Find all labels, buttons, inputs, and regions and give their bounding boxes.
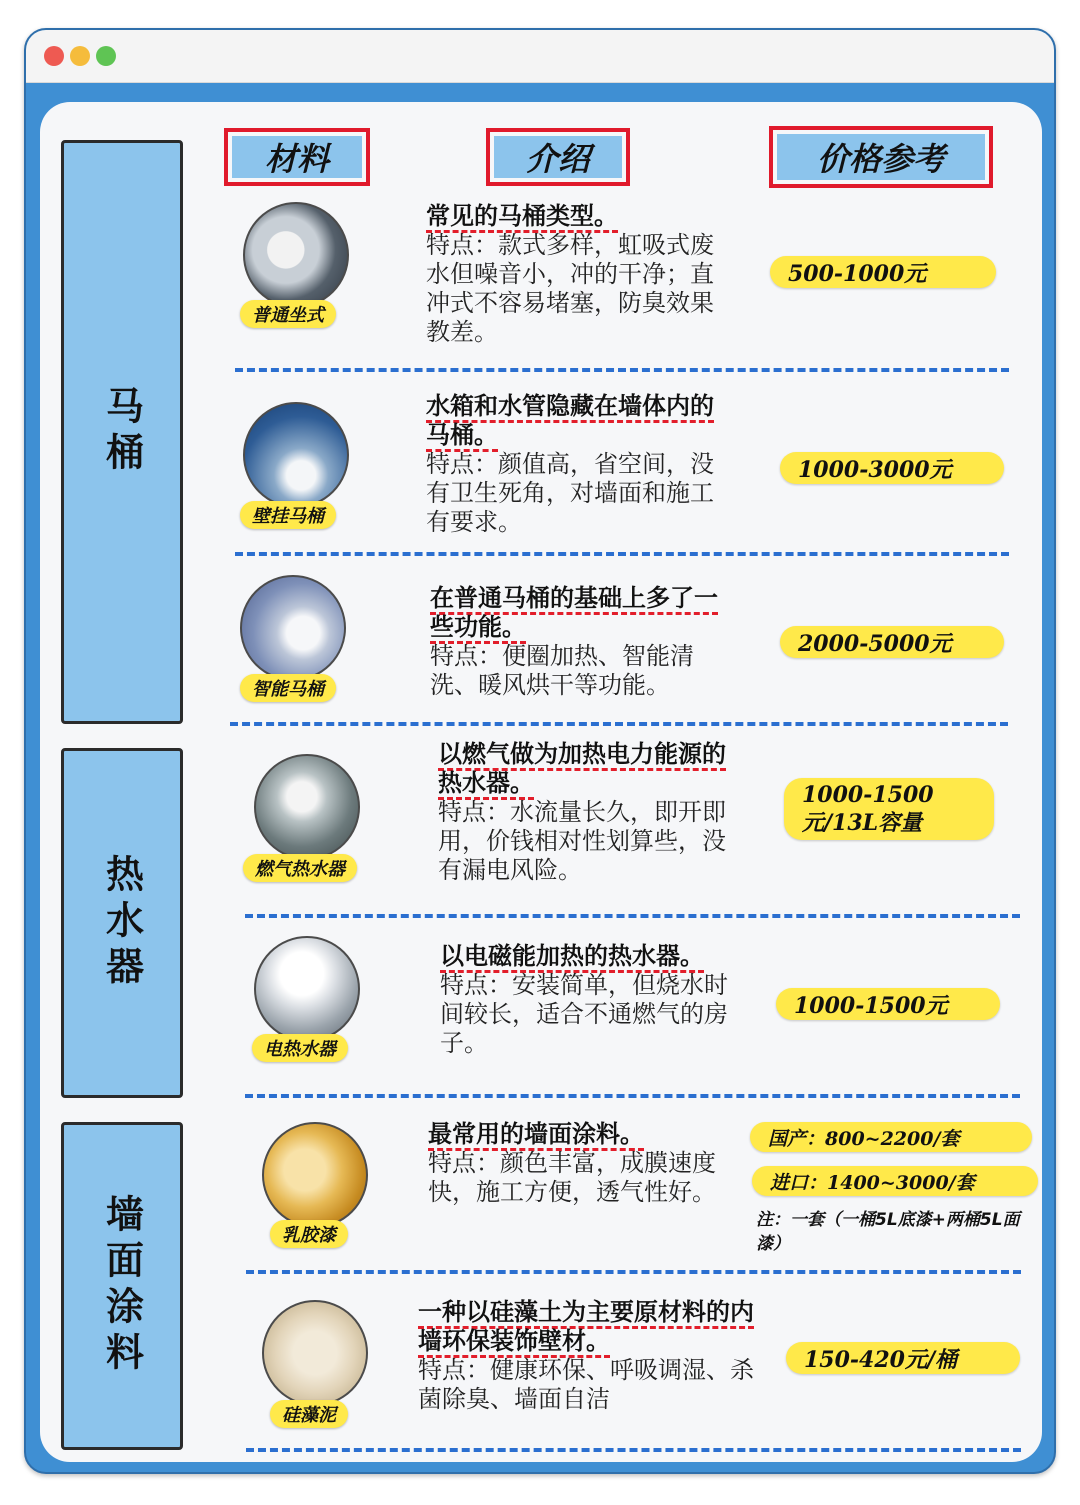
item-description <box>428 1120 738 1207</box>
item-badge: 电热水器 <box>252 1034 348 1062</box>
item-price: 2000-5000元 <box>780 626 1004 658</box>
row-divider <box>235 368 1009 372</box>
row-divider <box>245 1094 1020 1098</box>
app-window <box>24 28 1056 1474</box>
item-price: 1000-1500元 <box>776 988 1000 1020</box>
item-body: 特点：颜色丰富，成膜速度快，施工方便，透气性好。 <box>428 1149 716 1206</box>
maximize-window-button[interactable] <box>96 46 116 66</box>
category-label: 墙面涂料 <box>99 1194 145 1378</box>
header-price <box>769 126 993 188</box>
window-titlebar <box>26 30 1054 83</box>
item-headline: 水箱和水管隐藏在墙体内的马桶。 <box>426 392 736 450</box>
item-price: 1000-3000元 <box>780 452 1004 484</box>
item-price: 150-420元/桶 <box>786 1342 1020 1374</box>
category-label: 热水器 <box>99 854 145 992</box>
category-water-heater <box>61 748 183 1098</box>
item-badge: 智能马桶 <box>240 674 336 702</box>
header-material <box>224 128 370 186</box>
item-headline: 一种以硅藻土为主要原材料的内墙环保装饰壁材。 <box>418 1298 754 1356</box>
item-body: 特点：水流量长久，即开即用，价钱相对性划算些，没有漏电风险。 <box>438 798 726 884</box>
row-divider <box>246 1270 1021 1274</box>
item-price: 1000-1500元/13L容量 <box>784 778 994 840</box>
category-toilet <box>61 140 183 724</box>
close-window-button[interactable] <box>44 46 64 66</box>
item-price: 500-1000元 <box>770 256 996 288</box>
item-description <box>426 392 736 537</box>
item-badge: 普通坐式 <box>240 300 336 328</box>
electric-water-heater-photo <box>254 936 360 1042</box>
header-material-label: 材料 <box>264 140 329 178</box>
item-headline: 常见的马桶类型。 <box>426 202 736 231</box>
row-divider <box>246 1448 1021 1452</box>
item-badge: 燃气热水器 <box>243 854 357 882</box>
price-domestic: 国产：800~2200/套 <box>750 1122 1032 1152</box>
item-badge: 硅藻泥 <box>270 1400 348 1428</box>
item-description <box>426 202 736 347</box>
header-price-label: 价格参考 <box>816 140 945 178</box>
minimize-window-button[interactable] <box>70 46 90 66</box>
item-body: 特点：健康环保、呼吸调湿、杀菌除臭、墙面自洁 <box>418 1356 754 1413</box>
latex-paint-photo <box>262 1122 368 1228</box>
header-intro <box>486 128 630 186</box>
category-label: 马桶 <box>99 386 145 478</box>
item-body: 特点：颜值高，省空间，没有卫生死角，对墙面和施工有要求。 <box>426 450 714 536</box>
toilet-photo <box>243 202 349 308</box>
price-import: 进口：1400~3000/套 <box>752 1166 1038 1196</box>
price-note: 注：一套（一桶5L底漆+两桶5L面漆） <box>756 1210 1020 1254</box>
item-description <box>430 584 740 700</box>
wall-hung-toilet-photo <box>243 402 349 508</box>
item-body: 特点：款式多样，虹吸式废水但噪音小，冲的干净；直冲式不容易堵塞，防臭效果教差。 <box>426 231 714 346</box>
gas-water-heater-photo <box>254 754 360 860</box>
row-divider <box>230 722 1008 726</box>
item-headline: 以燃气做为加热电力能源的热水器。 <box>438 740 748 798</box>
item-headline: 最常用的墙面涂料。 <box>428 1120 738 1149</box>
item-description <box>440 942 750 1058</box>
content-panel <box>40 102 1042 1462</box>
row-divider <box>235 552 1009 556</box>
item-description <box>438 740 748 885</box>
item-body: 特点：安装简单，但烧水时间较长，适合不通燃气的房子。 <box>440 971 728 1057</box>
row-divider <box>245 914 1020 918</box>
item-badge: 乳胶漆 <box>270 1220 348 1248</box>
item-description <box>418 1298 754 1414</box>
category-wall-paint <box>61 1122 183 1450</box>
diatom-mud-photo <box>262 1300 368 1406</box>
item-body: 特点：便圈加热、智能清洗、暖风烘干等功能。 <box>430 642 694 699</box>
item-headline: 在普通马桶的基础上多了一些功能。 <box>430 584 740 642</box>
smart-toilet-photo <box>240 575 346 681</box>
item-headline: 以电磁能加热的热水器。 <box>440 942 750 971</box>
header-intro-label: 介绍 <box>525 140 590 178</box>
item-badge: 壁挂马桶 <box>240 501 336 529</box>
